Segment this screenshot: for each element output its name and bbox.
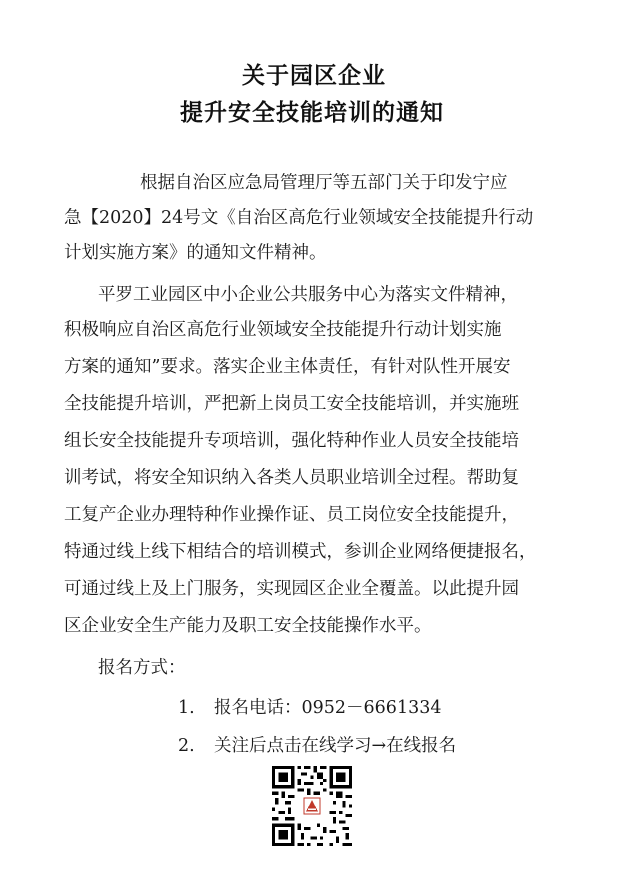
paragraph2-line: 积极响应自治区高危行业领域安全技能提升行动计划实施: [64, 320, 502, 340]
registration-instruction: 关注后点击在线学习→在线报名: [214, 736, 457, 756]
paragraph2-line: 组长安全技能提升专项培训，强化特种作业人员安全技能培: [64, 431, 519, 451]
paragraph2-line: 工复产企业办理特种作业操作证、员工岗位安全技能提升，: [64, 505, 519, 525]
paragraph1-line: 根据自治区应急局管理厅等五部门关于印发宁应: [140, 173, 508, 193]
registration-item-number: 1.: [178, 698, 195, 718]
paragraph2-line: 可通过线上及上门服务，实现园区企业全覆盖。以此提升园: [64, 579, 519, 599]
registration-item-number: 2.: [178, 736, 195, 756]
registration-phone: 报名电话：0952－6661334: [214, 698, 442, 718]
paragraph2-line: 全技能提升培训，严把新上岗员工安全技能培训，并实施班: [64, 394, 519, 414]
paragraph2-line: 平罗工业园区中小企业公共服务中心为落实文件精神，: [98, 285, 518, 305]
paragraph1-line: 计划实施方案》的通知文件精神。: [64, 243, 327, 263]
qr-code-icon: [272, 766, 352, 846]
paragraph2-line: 训考试，将安全知识纳入各类人员职业培训全过程。帮助复: [64, 468, 519, 488]
paragraph1-line: 急【2020】24号文《自治区高危行业领域安全技能提升行动: [64, 208, 534, 228]
registration-heading: 报名方式：: [98, 658, 186, 678]
paragraph2-line: 区企业安全生产能力及职工安全技能操作水平。: [64, 616, 432, 636]
paragraph2-line: 方案的通知”要求。落实企业主体责任，有针对队性开展安: [64, 357, 511, 377]
notice-title-line1: 关于园区企业: [242, 63, 386, 89]
notice-title-line2: 提升安全技能培训的通知: [180, 100, 444, 126]
paragraph2-line: 特通过线上线下相结合的培训模式，参训企业网络便捷报名，: [64, 542, 537, 562]
